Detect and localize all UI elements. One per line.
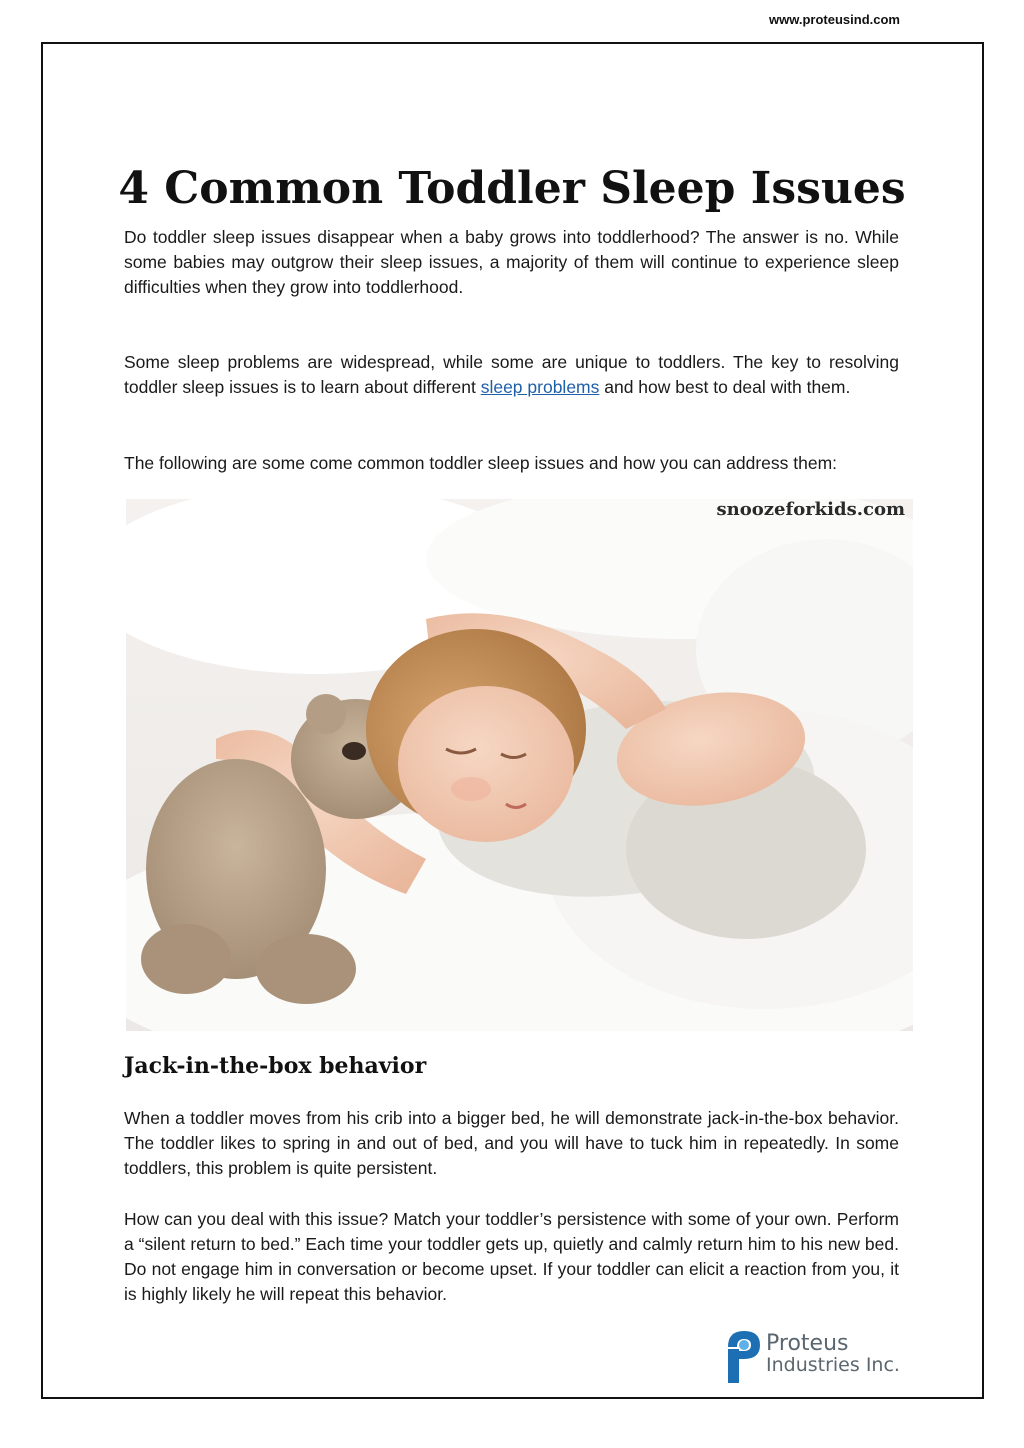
page-title: 4 Common Toddler Sleep Issues bbox=[118, 163, 906, 214]
image-watermark: snoozeforkids.com bbox=[716, 499, 905, 520]
intro-paragraph-3: The following are some come common toddler sleep issues and how you can address them: bbox=[124, 453, 838, 473]
intro-paragraph-2 bbox=[124, 350, 899, 400]
section-paragraph-1: When a toddler moves from his crib into a bigger bed, he will demonstrate jack-in-the-box behavior. The toddler likes to spring in and out of bed, and you will have to tuck him in repeatedly. In some toddlers, this problem is quite persistent. bbox=[124, 1108, 899, 1178]
proteus-logo bbox=[724, 1327, 914, 1387]
intro-text-before-link: Some sleep problems are widespread, while some are unique to toddlers. The key to resolving toddler sleep issues is to learn about different bbox=[124, 352, 899, 397]
sleeping-toddler-photo bbox=[126, 499, 913, 1031]
sleeping-toddler-illustration bbox=[126, 499, 913, 1031]
logo-line-2: Industries Inc. bbox=[766, 1354, 900, 1376]
intro-paragraph-1: Do toddler sleep issues disappear when a baby grows into toddlerhood? The answer is no. While some babies may outgrow their sleep issues, a majority of them will continue to experience sleep difficulties when they grow into toddlerhood. bbox=[124, 227, 899, 297]
site-url[interactable]: www.proteusind.com bbox=[769, 12, 900, 27]
proteus-p-icon bbox=[724, 1327, 764, 1387]
section-heading-jack-in-the-box: Jack-in-the-box behavior bbox=[124, 1053, 427, 1079]
sleep-problems-link[interactable]: sleep problems bbox=[480, 377, 600, 397]
logo-line-1: Proteus bbox=[766, 1331, 849, 1356]
intro-text-after-link: and how best to deal with them. bbox=[599, 377, 851, 397]
section-paragraph-2: How can you deal with this issue? Match your toddler’s persistence with some of your own. Perform a “silent return to bed.” Each time your toddler gets up, quietly and calmly return him to his new bed. Do not engage him in conversation or become upset. If your toddler can elicit a reaction from you, it is highly likely he will repeat this behavior. bbox=[124, 1209, 899, 1304]
